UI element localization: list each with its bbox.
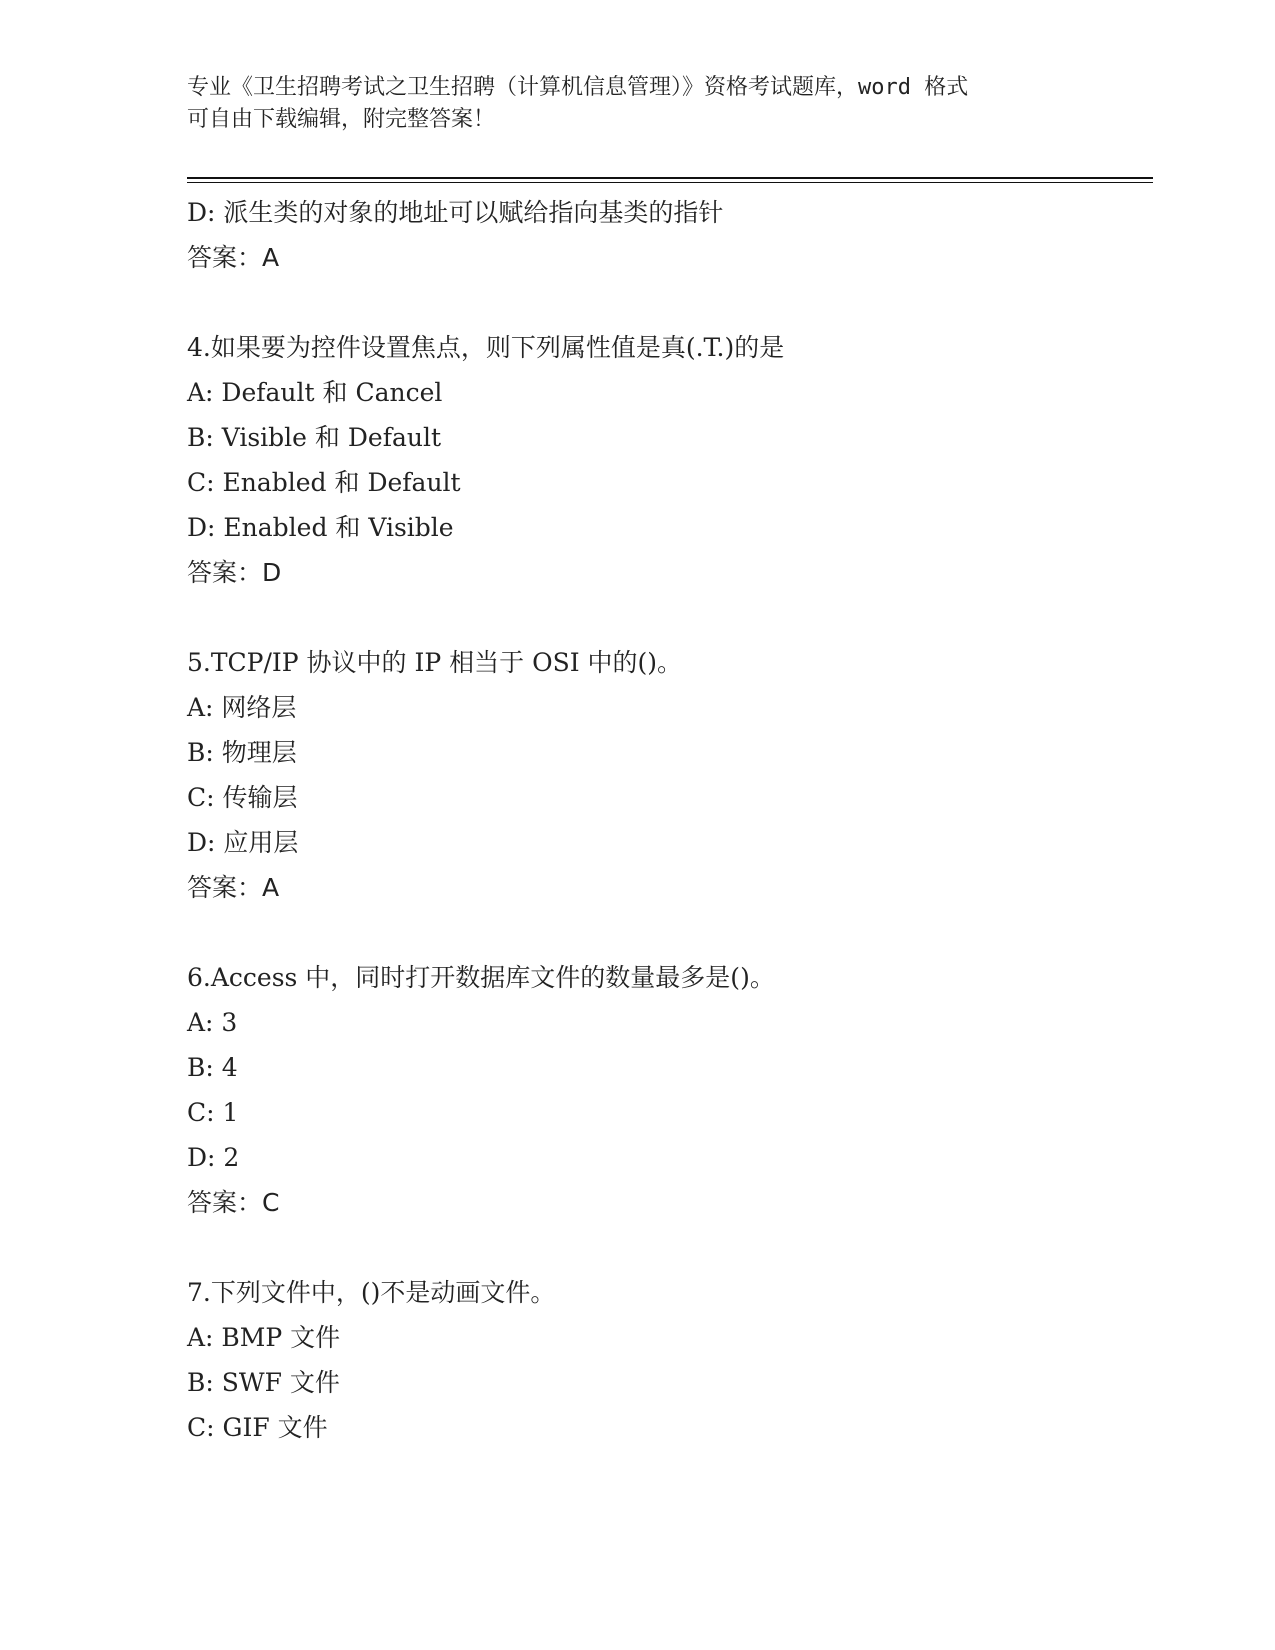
- option-c: C: 1: [187, 1098, 239, 1127]
- block-gap: [187, 595, 1147, 640]
- block-gap: [187, 1225, 1147, 1270]
- header-line-2: 可自由下载编辑，附完整答案！: [187, 107, 496, 132]
- option-c: C: 传输层: [187, 783, 298, 812]
- block-gap: [187, 910, 1147, 955]
- answer-line: 答案：A: [187, 873, 280, 902]
- option-b: B: 物理层: [187, 738, 297, 767]
- question-list: [187, 190, 1147, 1450]
- question-text: 6.Access 中，同时打开数据库文件的数量最多是()。: [187, 963, 775, 992]
- question-block-6: [187, 955, 1147, 1225]
- header-rule-thick: [187, 177, 1153, 179]
- question-text: 4.如果要为控件设置焦点，则下列属性值是真(.T.)的是: [187, 333, 785, 362]
- option-d: D: 2: [187, 1143, 240, 1172]
- question-block-7: [187, 1270, 1147, 1450]
- question-block-3: [187, 190, 1147, 280]
- answer-line: 答案：D: [187, 558, 282, 587]
- page-header: [187, 72, 1087, 136]
- option-d: D: 派生类的对象的地址可以赋给指向基类的指针: [187, 198, 724, 227]
- option-d: D: 应用层: [187, 828, 299, 857]
- option-a: A: 网络层: [187, 693, 297, 722]
- option-a: A: 3: [187, 1008, 238, 1037]
- answer-line: 答案：A: [187, 243, 280, 272]
- option-c: C: GIF 文件: [187, 1413, 328, 1442]
- header-rule-thin: [187, 182, 1153, 183]
- block-gap: [187, 280, 1147, 325]
- option-b: B: SWF 文件: [187, 1368, 340, 1397]
- question-text: 5.TCP/IP 协议中的 IP 相当于 OSI 中的()。: [187, 648, 683, 677]
- question-block-5: [187, 640, 1147, 910]
- question-block-4: [187, 325, 1147, 595]
- option-c: C: Enabled 和 Default: [187, 468, 461, 497]
- option-b: B: Visible 和 Default: [187, 423, 442, 452]
- header-line-1: 专业《卫生招聘考试之卫生招聘（计算机信息管理）》资格考试题库，word 格式: [187, 75, 969, 100]
- question-text: 7.下列文件中，()不是动画文件。: [187, 1278, 556, 1307]
- option-a: A: Default 和 Cancel: [187, 378, 443, 407]
- option-d: D: Enabled 和 Visible: [187, 513, 454, 542]
- option-a: A: BMP 文件: [187, 1323, 341, 1352]
- answer-line: 答案：C: [187, 1188, 280, 1217]
- option-b: B: 4: [187, 1053, 238, 1082]
